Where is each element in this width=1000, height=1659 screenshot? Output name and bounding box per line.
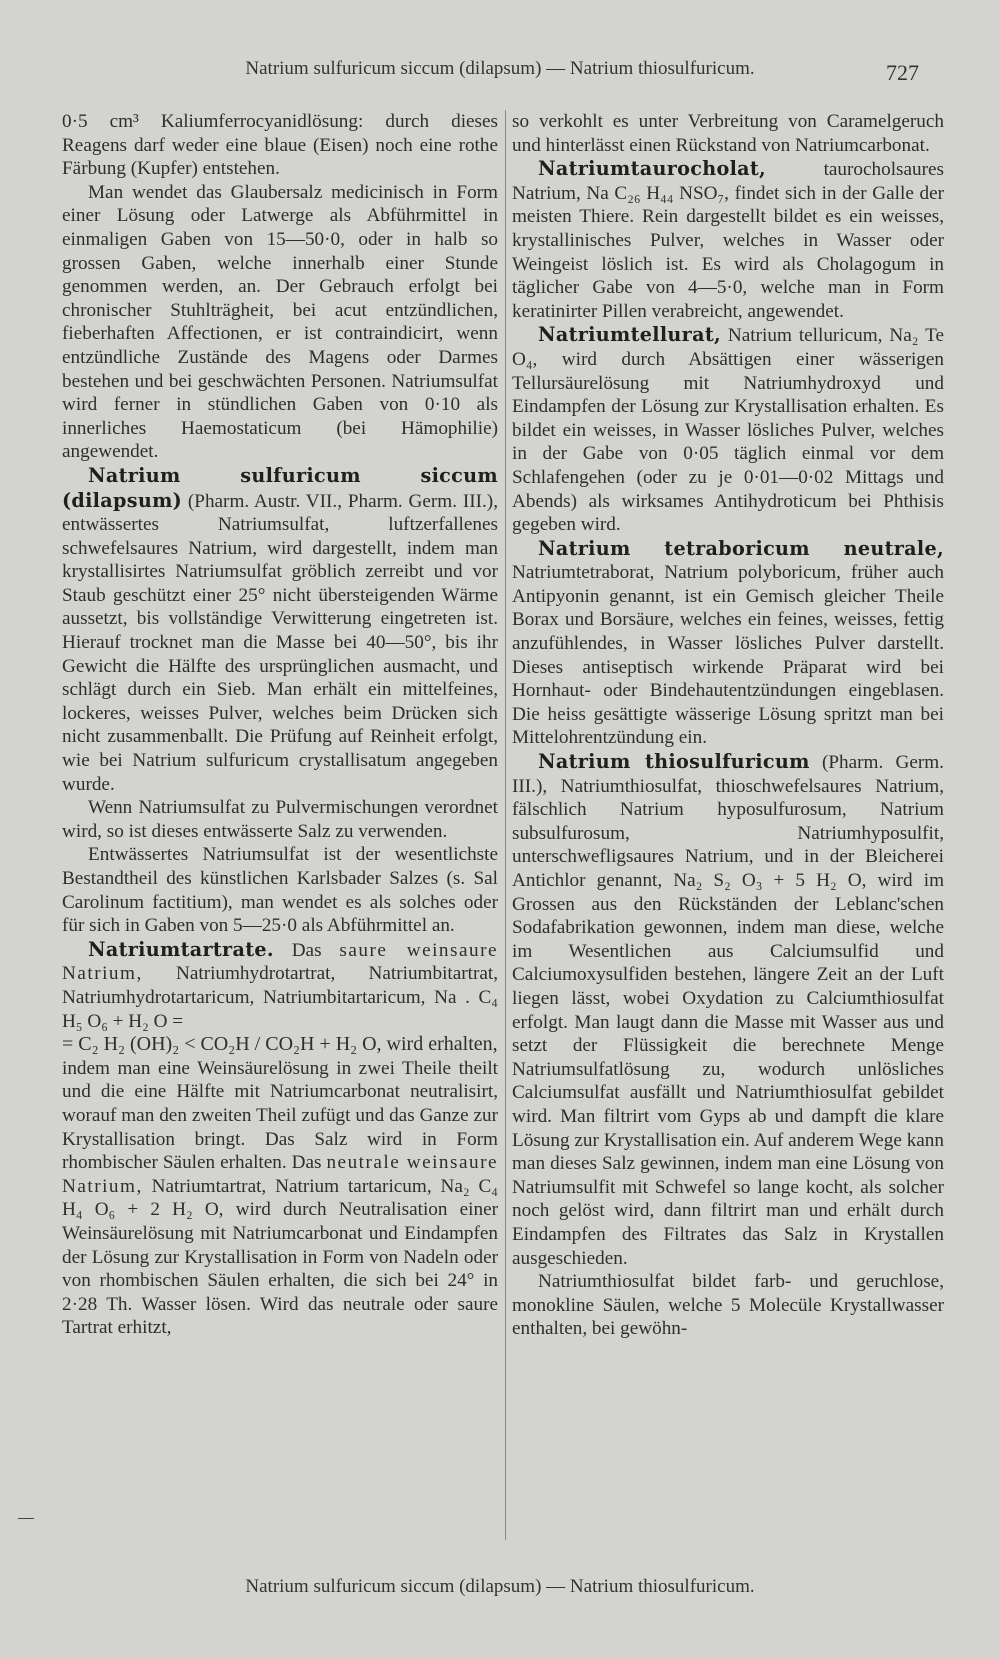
paragraph	[62, 1057, 498, 1340]
margin-mark	[18, 1518, 34, 1519]
entry-text: (Pharm. Austr. VII., Pharm. Germ. III.), entwässertes Natriumsulfat, luftzerfallenes schwefelsaures Natrium, wird dargestellt, indem man krystallisirtes Natriumsulfat gröblich zerreibt und vor Staub geschützt einer 25° nicht übersteigenden Wärme aussetzt, bis vollständige Verwitterung eingetreten ist. Hierauf trocknet man die Masse bei 40—50°, bis ihr Gewicht die Hälfte des ursprünglichen ausmacht, und schlägt durch ein Sieb. Man erhält ein mittelfeines, lockeres, weisses Pulver, welches beim Drücken sich nicht zusammenballt. Die Prüfung auf Reinheit erfolgt, wie bei Natrium sulfuricum crystallisatum angegeben wurde.	[62, 490, 498, 795]
entry-term: Natriumtaurocholat,	[538, 157, 767, 181]
paragraph-entry	[512, 157, 944, 323]
spaced-term: neutrale weinsaure Natrium,	[62, 1152, 498, 1197]
paragraph: so verkohlt es unter Verbreitung von Caramelgeruch und hinterlässt einen Rückstand von Natriumcarbonat.	[512, 111, 944, 156]
right-column	[512, 110, 944, 1341]
page-number: 727	[886, 60, 919, 85]
chemical-formula: = C₂ H₂ (OH)₂ < CO₂H / CO₂H + H₂ O, wird erhalten,	[62, 1033, 498, 1056]
paragraph-entry	[512, 750, 944, 1270]
left-column	[62, 110, 498, 1340]
entry-term: Natrium tetraboricum neutrale,	[538, 536, 944, 560]
entry-term: Natriumtellurat,	[538, 323, 721, 347]
paragraph-entry	[512, 537, 944, 750]
entry-term: Natrium sulfuricum siccum (dilapsum)	[62, 463, 498, 512]
entry-text: (Pharm. Germ. III.), Natriumthiosulfat, thioschwefelsaures Natrium, fälschlich Natrium hyposulfurosum, Natrium subsulfurosum, Natriumhyposulfit, unterschwefligsaures Natrium, und in der Bleicherei Antichlor genannt, Na₂ S₂ O₃ + 5 H₂ O, wird im Grossen aus den Rückständen der Leblanc'schen Sodafabrikation gewonnen, indem man diese, welche im Wesentlichen aus Calciumsulfid und Calciumoxysulfiden bestehen, längere Zeit an der Luft liegen lässt, wobei Oxydation zu Calciumthiosulfat erfolgt. Man laugt dann die Masse mit Wasser aus und setzt der Flüssigkeit die berechnete Menge Natriumsulfatlösung zu, wodurch unlösliches Calciumsulfat ausfällt und Natriumthiosulfat gebildet wird. Man filtrirt vom Gyps ab und dampft die klare Lösung zur Krystallisation ein. Auf anderem Wege kann man dieses Salz gewinnen, indem man eine Lösung von Natriumsulfit mit Schwefel so lange kocht, als solcher noch gelöst wird, dann filtrirt man und erhält durch Eindampfen des Filtrates das Salz in Krystallen ausgeschieden.	[512, 752, 944, 1269]
paragraph-entry	[62, 938, 498, 1033]
entry-text: Das	[273, 939, 340, 961]
entry-text: Natrium telluricum, Na₂ Te O₄, wird durch Absättigen einer wässerigen Tellursäurelösung mit Natriumhydroxyd und Eindampfen der Lösung zur Krystallisation erhalten. Es bildet ein weisses, in Wasser lösliches Pulver, welches in der Gabe von 0·05 täglich einmal vor dem Schlafengehen (oder zu je 0·01—0·02 Mittags und Abends) als wirksames Antihydroticum bei Phthisis gegeben wird.	[512, 325, 944, 536]
entry-term: Natrium thiosulfuricum	[538, 750, 810, 774]
paragraph: Man wendet das Glaubersalz medicinisch in Form einer Lösung oder Latwerge als Abführmittel in einmaligen Gaben von 15—50·0, oder in halb so grossen Gaben, welche innerhalb einer Stunde genommen werden, an. Der Gebrauch erfolgt bei chronischer Stuhlträgheit, bei acut entzündlichen, fieberhaften Affectionen, er ist contraindicirt, wenn entzündliche Zustände des Magens oder Darmes bestehen und bei geschwächten Personen. Natriumsulfat wird ferner in stündlichen Gaben von 0·10 als innerliches Haemostaticum (bei Hämophilie) angewendet.	[62, 181, 498, 463]
running-footer: Natrium sulfuricum siccum (dilapsum) — Natrium thiosulfuricum.	[245, 1576, 755, 1597]
paragraph-entry	[62, 464, 498, 796]
entry-text: taurocholsaures Natrium, Na C₂₆ H₄₄ NSO₇, findet sich in der Galle der meisten Thiere. Rein dargestellt bildet es ein weisses, krystallinisches Pulver, welches in Wasser oder Weingeist löslich ist. Es wird als Cholagogum in täglicher Gabe von 4—5·0, welche man in Form keratinirter Pillen verabreicht, angewendet.	[512, 159, 944, 322]
paragraph: Wenn Natriumsulfat zu Pulvermischungen verordnet wird, so ist dieses entwässerte Salz zu verwenden.	[62, 797, 498, 842]
spaced-term: saure weinsaure Natrium,	[62, 939, 498, 985]
column-divider	[505, 110, 506, 1540]
entry-text: indem man eine Weinsäurelösung in zwei Theile theilt und die eine Hälfte mit Natriumcarbonat neutralisirt, worauf man den zweiten Theil zufügt und das Ganze zur Krystallisation bringt. Das Salz wird in Form rhombischer Säulen erhalten. Das	[62, 1057, 498, 1174]
paragraph: 0·5 cm³ Kaliumferrocyanidlösung: durch dieses Reagens darf weder eine blaue (Eisen) noch eine rothe Färbung (Kupfer) entstehen.	[62, 111, 498, 180]
paragraph: Natriumthiosulfat bildet farb- und geruchlose, monokline Säulen, welche 5 Molecüle Krystallwasser enthalten, bei gewöhn-	[512, 1271, 944, 1340]
entry-text: Natriumtartrat, Natrium tartaricum, Na₂ C₄ H₄ O₆ + 2 H₂ O, wird durch Neutralisation einer Weinsäurelösung mit Natriumcarbonat und Eindampfen der Lösung zur Krystallisation in Form von Nadeln oder von rhombischen Säulen erhalten, die sich bei 24° in 2·28 Th. Wasser lösen. Wird das neutrale oder saure Tartrat erhitzt,	[62, 1175, 498, 1339]
paragraph-entry	[512, 323, 944, 536]
entry-term: Natriumtartrate.	[88, 937, 274, 961]
entry-text: Natriumtetraborat, Natrium polyboricum, früher auch Antipyonin genannt, ist ein Gemisch gleicher Theile Borax und Borsäure, welches ein feines, weisses, fettig anzufühlendes, in Wasser lösliches Pulver darstellt. Dieses antiseptisch wirkende Präparat wird bei Hornhaut- oder Bindehautentzündungen eingeblasen. Die heiss gesättigte wässerige Lösung spritzt man bei Mittelohrentzündung ein.	[512, 562, 944, 749]
entry-text: Natriumhydrotartrat, Natriumbitartrat, Natriumhydrotartaricum, Natriumbitartaricum, Na . C₄ H₅ O₆ + H₂ O =	[62, 963, 498, 1032]
paragraph: Entwässertes Natriumsulfat ist der wesentlichste Bestandtheil des künstlichen Karlsbader Salzes (s. Sal Carolinum factitium), man wendet es als solches oder für sich in Gaben von 5—25·0 als Abführmittel an.	[62, 844, 498, 937]
running-header: Natrium sulfuricum siccum (dilapsum) — Natrium thiosulfuricum.	[245, 58, 755, 79]
